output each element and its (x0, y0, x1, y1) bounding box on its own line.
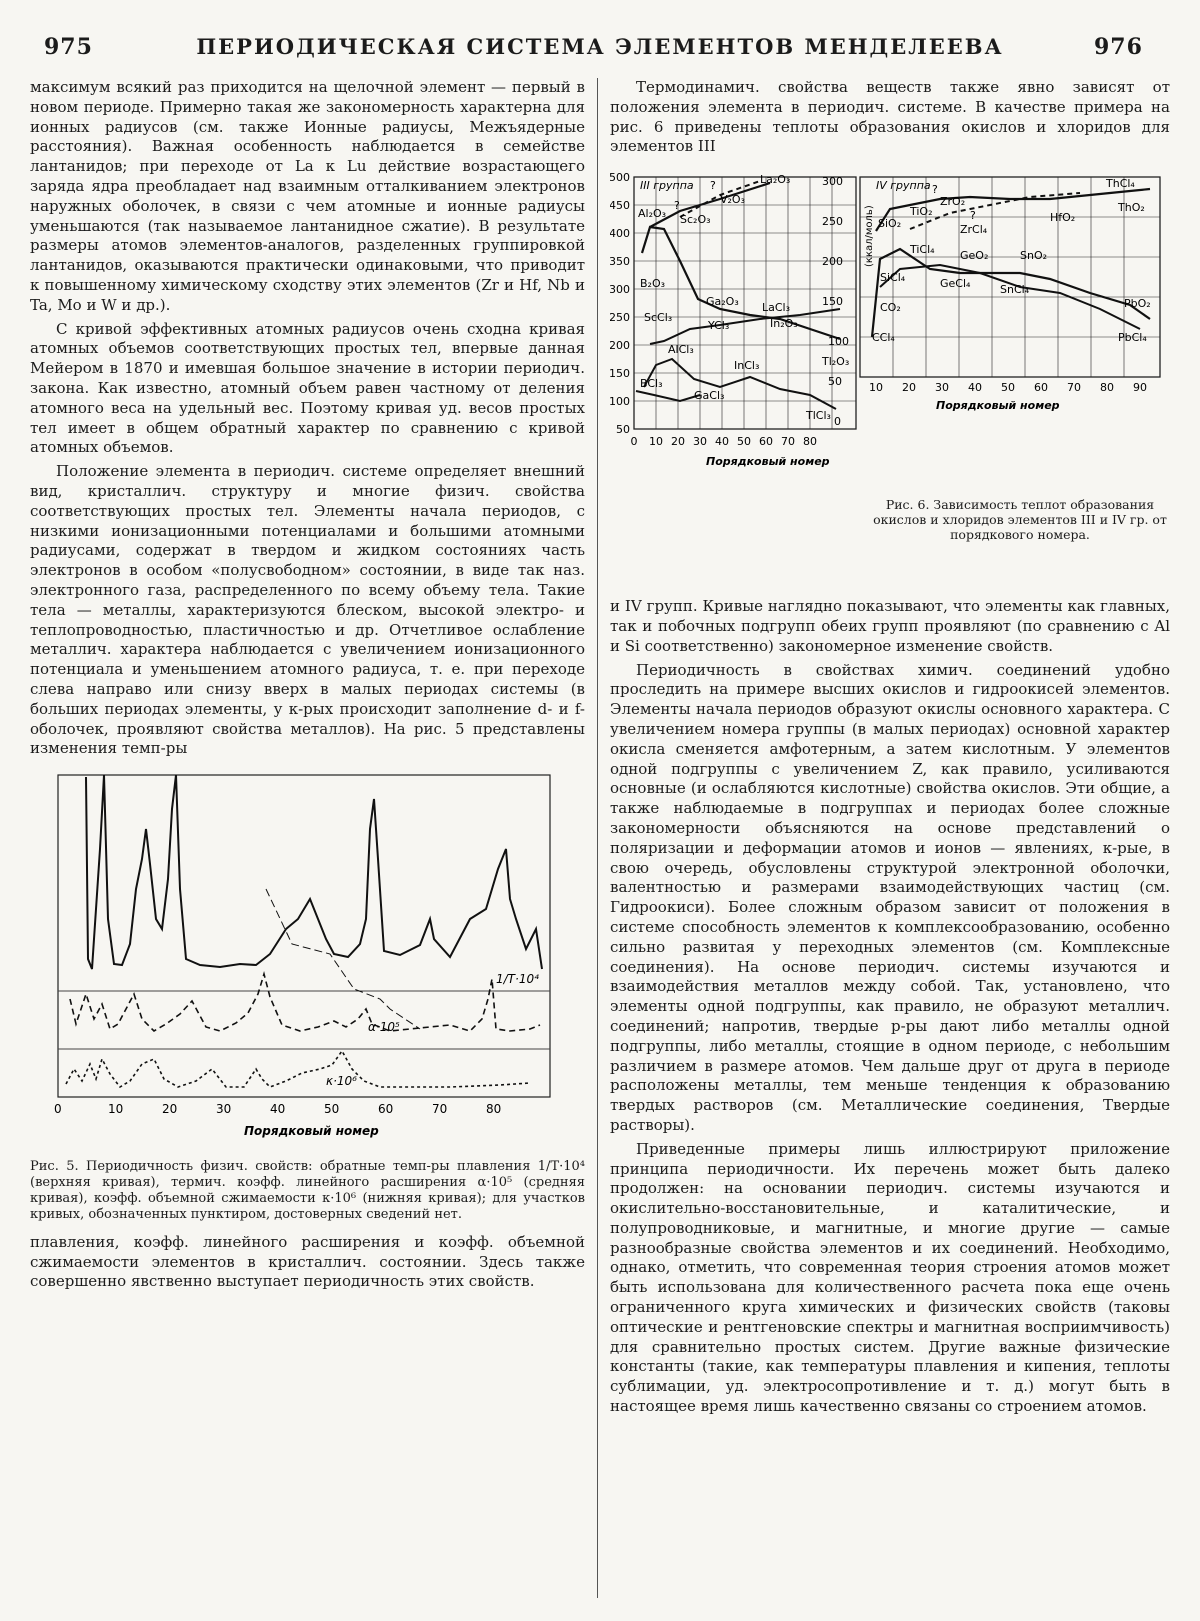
x-tick: 50 (324, 1102, 340, 1117)
label-inverse-temp: 1/T·10⁴ (496, 972, 539, 987)
svg-text:AlCl₃: AlCl₃ (668, 343, 694, 357)
paragraph: Термодинамич. свойства веществ также явно зависят от положения элемента в периодич. системе. В качестве примера на рис. 6 приведены теплоты образования окислов и хлоридов для элементов III (610, 78, 1170, 156)
curve-linear-expansion (70, 974, 540, 1031)
svg-text:LaCl₃: LaCl₃ (762, 301, 791, 315)
svg-text:GaCl₃: GaCl₃ (694, 389, 725, 403)
svg-text:100: 100 (828, 335, 849, 349)
svg-text:SnO₂: SnO₂ (1020, 249, 1048, 263)
curve-iii-chlorides-lower (636, 391, 700, 401)
svg-text:InCl₃: InCl₃ (734, 359, 760, 373)
svg-text:60: 60 (759, 435, 773, 449)
x-ticks-left (631, 435, 818, 448)
x-tick: 30 (216, 1102, 232, 1117)
svg-text:350: 350 (610, 255, 630, 269)
svg-text:500: 500 (610, 171, 630, 185)
svg-text:50: 50 (828, 375, 842, 389)
svg-text:ThCl₄: ThCl₄ (1106, 177, 1135, 191)
svg-text:YCl₃: YCl₃ (708, 319, 730, 333)
svg-text:80: 80 (803, 435, 817, 449)
x-tick: 10 (108, 1102, 124, 1117)
right-column (610, 78, 1170, 1421)
svg-text:GeO₂: GeO₂ (960, 249, 989, 263)
svg-text:SiO₂: SiO₂ (878, 217, 902, 231)
svg-text:TlCl₃: TlCl₃ (806, 409, 831, 423)
svg-text:40: 40 (715, 435, 729, 449)
svg-text:30: 30 (693, 435, 707, 449)
svg-text:ZrO₂: ZrO₂ (940, 195, 966, 209)
svg-text:HfO₂: HfO₂ (1050, 211, 1076, 225)
svg-text:?: ? (970, 209, 976, 223)
svg-text:150: 150 (610, 367, 630, 381)
svg-text:III группа: III группа (640, 179, 694, 193)
y-axis-label-units: (ккал/моль) (864, 205, 875, 268)
curve-inverse-melting-temp (86, 775, 542, 969)
svg-text:B₂O₃: B₂O₃ (640, 277, 666, 291)
svg-text:IV группа: IV группа (876, 179, 931, 193)
x-tick: 20 (162, 1102, 178, 1117)
x-axis-label: Порядковый номер (244, 1124, 379, 1139)
left-column (30, 78, 585, 1296)
svg-text:TiO₂: TiO₂ (910, 205, 933, 219)
svg-text:Al₂O₃: Al₂O₃ (638, 207, 667, 221)
svg-text:200: 200 (822, 255, 843, 269)
paragraph: Приведенные примеры лишь иллюстрируют приложение принципа периодичности. Их перечень может быть далеко продолжен: на основании периодич. системы изучаются и окислительно-восстановительные, и каталитические, и полупроводниковые, и магнитные, и многие другие — самые разнообразные свойства элементов и их соединений. Необходимо, однако, отметить, что современная теория строения атомов может быть использована для количественного расчета пока еще очень ограниченного круга химических и физических свойств (таковы оптические и рентгеновские спектры и магнитная восприимчивость) для сравнительно простых систем. Другие важные физические константы (такие, как температуры плавления и кипения, теплоты сублимации, уд. электросопротивление и т. д.) могут быть в настоящее время лишь качественно связаны со строением атомов. (610, 1139, 1170, 1416)
svg-text:30: 30 (935, 381, 949, 395)
svg-text:70: 70 (781, 435, 795, 449)
svg-text:80: 80 (1100, 381, 1114, 395)
figure-6 (610, 169, 1170, 589)
svg-text:50: 50 (737, 435, 751, 449)
paragraph: С кривой эффективных атомных радиусов очень сходна кривая атомных объемов соответствующих простых тел, впервые данная Мейером в 1870 и имевшая большое значение в истории периодич. закона. Как известно, атомный объем равен частному от деления атомного веса на удельный вес. Поэтому кривая уд. весов простых тел имеет в общем обратный характер по сравнению с кривой атомных объемов. (30, 319, 585, 457)
running-title: ПЕРИОДИЧЕСКАЯ СИСТЕМА ЭЛЕМЕНТОВ МЕНДЕЛЕЕВА (196, 34, 1004, 59)
svg-text:20: 20 (902, 381, 916, 395)
curve-compressibility (66, 1051, 530, 1087)
x-tick-labels (54, 1102, 501, 1116)
x-tick: 0 (54, 1102, 62, 1117)
svg-text:10: 10 (649, 435, 663, 449)
label-kappa: κ·10⁶ (326, 1074, 357, 1089)
figure-6-caption: Рис. 6. Зависимость теплот образования окислов и хлоридов элементов III и IV гр. от порядкового номера. (873, 497, 1167, 543)
panel-iii-labels (638, 173, 849, 422)
panel-iv-labels (872, 177, 1151, 344)
x-ticks-right (869, 381, 1147, 394)
page-number-left: 975 (44, 34, 93, 60)
x-axis-label-left: Порядковый номер (706, 455, 830, 469)
svg-text:ThO₂: ThO₂ (1118, 201, 1145, 215)
svg-text:90: 90 (1133, 381, 1147, 395)
figure-5 (30, 769, 585, 1223)
svg-text:?: ? (674, 199, 680, 213)
svg-text:70: 70 (1067, 381, 1081, 395)
svg-text:250: 250 (822, 215, 843, 229)
svg-text:20: 20 (671, 435, 685, 449)
x-tick: 60 (378, 1102, 394, 1117)
x-tick: 70 (432, 1102, 448, 1117)
svg-text:0: 0 (630, 435, 638, 449)
svg-text:?: ? (932, 183, 938, 197)
svg-text:450: 450 (610, 199, 630, 213)
x-tick: 80 (486, 1102, 502, 1117)
paragraph: Положение элемента в периодич. системе определяет внешний вид, кристаллич. структуру и многие физич. свойства соответствующих простых тел. Элементы начала периодов, с низкими ионизационными потенциалами и большими атомными радиусами, содержат в твердом и жидком состояниях часть электронов в особом «полусвободном» состоянии, в виде так наз. электронного газа, распределенного по всему объему тела. Такие тела — металлы, характеризуются блеском, высокой электро- и теплопроводностью, пластичностью и др. Отчетливое ослабление металлич. характера наблюдается с увеличением ионизационного потенциала и уменьшением атомного радиуса, т. е. при переходе слева направо или снизу вверх в малых периодах системы (в больших периодах элементы, у к-рых происходит заполнение d- и f-оболочек, проявляют свойства металлов). На рис. 5 представлены изменения темп-ры (30, 462, 585, 758)
y-ticks-left (610, 171, 630, 436)
svg-text:200: 200 (610, 339, 630, 353)
svg-text:50: 50 (616, 423, 630, 437)
svg-text:300: 300 (610, 283, 630, 297)
svg-text:In₂O₃: In₂O₃ (770, 317, 798, 331)
svg-text:Tl₂O₃: Tl₂O₃ (822, 355, 850, 369)
svg-text:250: 250 (610, 311, 630, 325)
label-alpha: α·10⁵ (368, 1020, 400, 1035)
svg-text:Sc₂O₃: Sc₂O₃ (680, 213, 711, 227)
column-rule (597, 78, 598, 1598)
svg-text:Ga₂O₃: Ga₂O₃ (706, 295, 739, 309)
svg-text:V₂O₃: V₂O₃ (720, 193, 746, 207)
svg-text:10: 10 (869, 381, 883, 395)
figure-6-plot (610, 169, 1170, 499)
x-tick: 40 (270, 1102, 286, 1117)
figure-5-caption: Рис. 5. Периодичность физич. свойств: обратные темп-ры плавления 1/T·10⁴ (верхняя кривая), термич. коэфф. линейного расширения α·10⁵ (средняя кривая), коэфф. объемной сжимаемости κ·10⁶ (нижняя кривая); для участков кривых, обозначенных пунктиром, достоверных сведений нет. (30, 1158, 585, 1222)
svg-text:PbO₂: PbO₂ (1124, 297, 1151, 311)
svg-text:PbCl₄: PbCl₄ (1118, 331, 1147, 345)
svg-text:100: 100 (610, 395, 630, 409)
svg-text:SiCl₄: SiCl₄ (880, 271, 906, 285)
x-axis-label-right: Порядковый номер (936, 399, 1060, 413)
svg-text:300: 300 (822, 175, 843, 189)
svg-text:SnCl₄: SnCl₄ (1000, 283, 1030, 297)
svg-text:150: 150 (822, 295, 843, 309)
svg-text:ScCl₃: ScCl₃ (644, 311, 673, 325)
svg-text:60: 60 (1034, 381, 1048, 395)
svg-text:400: 400 (610, 227, 630, 241)
paragraph: плавления, коэфф. линейного расширения и коэфф. объемной сжимаемости элементов в кристаллич. состоянии. Здесь также совершенно явственно выступает периодичность этих свойств. (30, 1232, 585, 1291)
y-ticks-middle (822, 175, 849, 428)
svg-text:CCl₄: CCl₄ (872, 331, 895, 345)
svg-text:40: 40 (968, 381, 982, 395)
paragraph: Периодичность в свойствах химич. соединений удобно проследить на примере высших окислов и гидроокисей элементов. Элементы начала периодов образуют окислы основного характера. С увеличением номера группы (в малых периодах) основной характер окисла сменяется амфотерным, а затем кислотным. У элементов одной подгруппы с увеличением Z, как правило, усиливаются основные (и ослабляются кислотные) свойства окислов. Эти общие, а также наблюдаемые в подгруппах и периодах более сложные закономерности объясняются на основе представлений о поляризации и деформации атомов и ионов — явлениях, к-рые, в свою очередь, обусловлены структурой электронной оболочки, валентностью и размерами взаимодействующих частиц (см. Гидроокиси). Более сложным образом зависит от положения в системе способность элементов к комплексообразованию, особенно сильно развитая у переходных элементов (см. Комплексные соединения). На основе периодич. системы изучаются и взаимодействия металлов между собой. Так, установлено, что элементы одной подгруппы, как правило, не образуют металлич. соединений; напротив, твердые р-ры дают либо металлы одной подгруппы, либо металлы, стоящие в одном периоде, с небольшим различием в размере атомов. Чем дальше друг от друга в периоде расположены металлы, тем меньше тенденция к образованию твердых растворов (см. Металлические соединения, Твердые растворы). (610, 660, 1170, 1134)
svg-text:ZrCl₄: ZrCl₄ (960, 223, 988, 237)
figure-5-plot (30, 769, 585, 1149)
paragraph: и IV групп. Кривые наглядно показывают, что элементы как главных, так и побочных подгрупп обеих групп проявляют (по сравнению с Al и Si соответственно) закономерное изменение свойств. (610, 597, 1170, 655)
page-number-right: 976 (1094, 34, 1143, 60)
svg-text:0: 0 (834, 415, 841, 429)
svg-text:La₂O₃: La₂O₃ (760, 173, 791, 187)
svg-text:CO₂: CO₂ (880, 301, 901, 315)
paragraph: максимум всякий раз приходится на щелочной элемент — первый в новом периоде. Примерно такая же закономерность характерна для ионных радиусов (см. также Ионные радиусы, Межъядерные расстояния). Важная особенность наблюдается в семействе лантанидов; при переходе от La к Lu действие возрастающего заряда ядра преобладает над взаимным отталкиванием электронов наружных оболочек, в связи с чем атомные и ионные радиусы уменьшаются (так называемое лантанидное сжатие). В результате размеры атомов элементов-аналогов, разделенных группировкой лантанидов, оказываются практически одинаковыми, что приводит к повышенному химическому сходству этих элементов (Zr и Hf, Nb и Ta, Mo и W и др.). (30, 78, 585, 314)
svg-text:TiCl₄: TiCl₄ (910, 243, 935, 257)
svg-text:?: ? (710, 179, 716, 193)
svg-text:BCl₃: BCl₃ (640, 377, 663, 391)
svg-text:50: 50 (1001, 381, 1015, 395)
svg-text:GeCl₄: GeCl₄ (940, 277, 971, 291)
dashed-connector (266, 889, 420, 1029)
